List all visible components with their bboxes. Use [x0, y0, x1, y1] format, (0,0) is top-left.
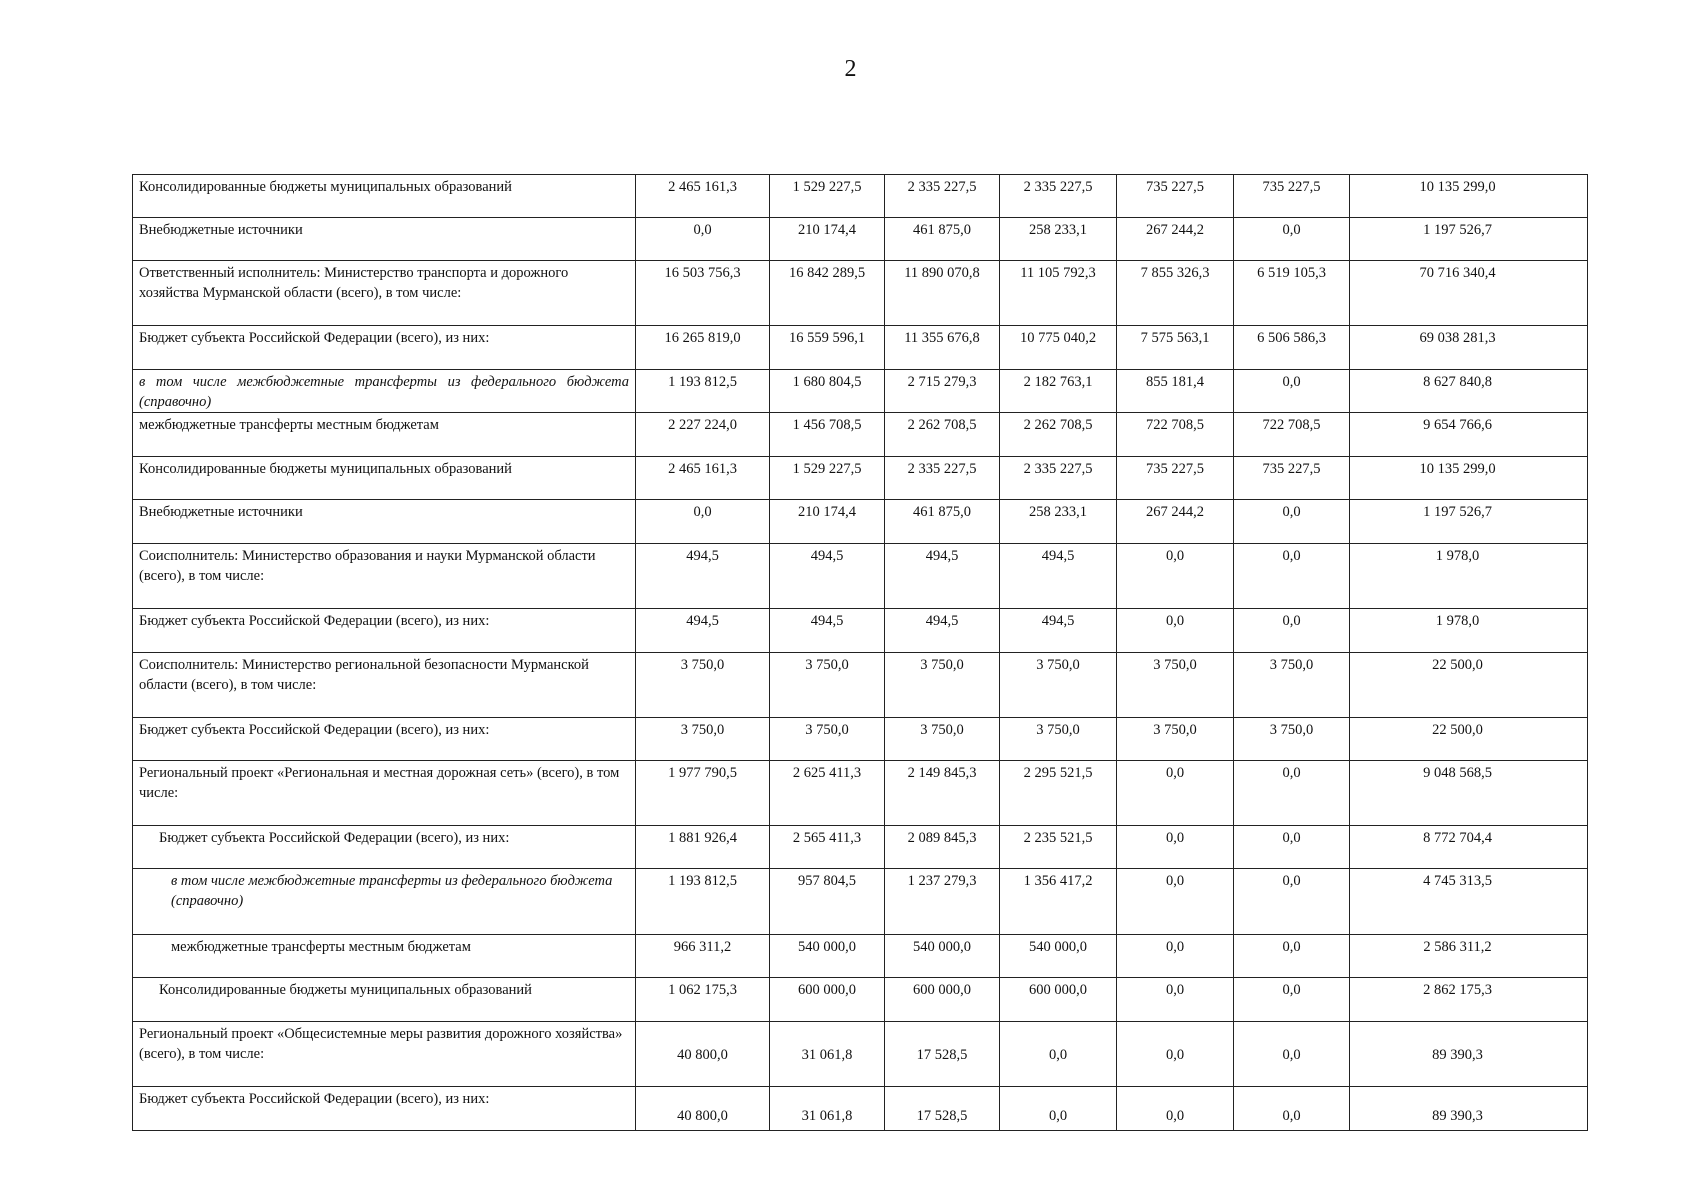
row-value-cell: 1 977 790,5: [636, 761, 770, 826]
row-value-cell: 0,0: [1117, 761, 1234, 826]
row-value-cell: 2 182 763,1: [1000, 370, 1117, 413]
row-value-cell: 735 227,5: [1117, 175, 1234, 218]
row-value-cell: 0,0: [1234, 1087, 1350, 1131]
row-value-cell: 3 750,0: [1000, 718, 1117, 761]
row-value-cell: 600 000,0: [770, 978, 885, 1022]
row-value-cell: 735 227,5: [1117, 457, 1234, 500]
row-value-cell: 3 750,0: [885, 718, 1000, 761]
row-value-cell: 2 262 708,5: [885, 413, 1000, 457]
row-value-cell: 2 235 521,5: [1000, 826, 1117, 869]
row-value-cell: 2 335 227,5: [1000, 457, 1117, 500]
row-value-cell: 258 233,1: [1000, 500, 1117, 544]
table-row: [133, 175, 1588, 218]
row-value-cell: 1 881 926,4: [636, 826, 770, 869]
row-label: Региональный проект «Региональная и местная дорожная сеть» (всего), в том числе:: [133, 761, 636, 826]
row-label: Ответственный исполнитель: Министерство транспорта и дорожного хозяйства Мурманской области (всего), в том числе:: [133, 261, 636, 326]
table-row: [133, 935, 1588, 978]
table-row: [133, 370, 1588, 413]
row-value-cell: 0,0: [1234, 761, 1350, 826]
row-value-cell: 0,0: [1234, 1022, 1350, 1087]
row-value-cell: 494,5: [636, 544, 770, 609]
row-value-cell: 966 311,2: [636, 935, 770, 978]
row-value-cell: 17 528,5: [885, 1087, 1000, 1131]
table-row: [133, 457, 1588, 500]
row-label: Бюджет субъекта Российской Федерации (всего), из них:: [133, 609, 636, 653]
row-total-cell: 89 390,3: [1350, 1022, 1588, 1087]
row-value-cell: 2 625 411,3: [770, 761, 885, 826]
row-value-cell: 31 061,8: [770, 1087, 885, 1131]
table-row: [133, 218, 1588, 261]
row-total-cell: 22 500,0: [1350, 653, 1588, 718]
row-label: Региональный проект «Общесистемные меры развития дорожного хозяйства» (всего), в том числе:: [133, 1022, 636, 1087]
row-value-cell: 0,0: [1234, 609, 1350, 653]
table-row: [133, 609, 1588, 653]
row-value-cell: 17 528,5: [885, 1022, 1000, 1087]
row-value-cell: 722 708,5: [1234, 413, 1350, 457]
row-value-cell: 0,0: [1117, 935, 1234, 978]
table-row: [133, 1087, 1588, 1131]
row-total-cell: 9 048 568,5: [1350, 761, 1588, 826]
table-row: [133, 544, 1588, 609]
row-label: Бюджет субъекта Российской Федерации (всего), из них:: [133, 826, 636, 869]
row-value-cell: 1 193 812,5: [636, 370, 770, 413]
row-value-cell: 267 244,2: [1117, 500, 1234, 544]
row-value-cell: 3 750,0: [1234, 653, 1350, 718]
row-total-cell: 10 135 299,0: [1350, 175, 1588, 218]
row-value-cell: 0,0: [1234, 869, 1350, 935]
row-total-cell: 8 772 704,4: [1350, 826, 1588, 869]
row-value-cell: 40 800,0: [636, 1022, 770, 1087]
row-value-cell: 0,0: [1117, 978, 1234, 1022]
table-row: [133, 718, 1588, 761]
row-value-cell: 16 559 596,1: [770, 326, 885, 370]
row-value-cell: 1 356 417,2: [1000, 869, 1117, 935]
row-value-cell: 0,0: [1234, 370, 1350, 413]
row-label: Соисполнитель: Министерство региональной безопасности Мурманской области (всего), в том числе:: [133, 653, 636, 718]
row-label: Бюджет субъекта Российской Федерации (всего), из них:: [133, 718, 636, 761]
row-total-cell: 70 716 340,4: [1350, 261, 1588, 326]
row-value-cell: 0,0: [1117, 1087, 1234, 1131]
row-value-cell: 267 244,2: [1117, 218, 1234, 261]
row-value-cell: 0,0: [1117, 609, 1234, 653]
row-total-cell: 4 745 313,5: [1350, 869, 1588, 935]
row-value-cell: 494,5: [885, 609, 1000, 653]
row-total-cell: 1 978,0: [1350, 609, 1588, 653]
row-value-cell: 1 529 227,5: [770, 457, 885, 500]
row-label: в том числе межбюджетные трансферты из федерального бюджета (справочно): [133, 370, 636, 413]
row-value-cell: 2 149 845,3: [885, 761, 1000, 826]
table-row: [133, 1022, 1588, 1087]
row-value-cell: 0,0: [1000, 1022, 1117, 1087]
row-value-cell: 3 750,0: [1117, 653, 1234, 718]
row-value-cell: 16 265 819,0: [636, 326, 770, 370]
row-value-cell: 1 237 279,3: [885, 869, 1000, 935]
row-value-cell: 3 750,0: [636, 718, 770, 761]
row-value-cell: 0,0: [1234, 500, 1350, 544]
row-label: межбюджетные трансферты местным бюджетам: [133, 935, 636, 978]
row-total-cell: 9 654 766,6: [1350, 413, 1588, 457]
row-value-cell: 31 061,8: [770, 1022, 885, 1087]
row-value-cell: 1 193 812,5: [636, 869, 770, 935]
row-label: в том числе межбюджетные трансферты из федерального бюджета (справочно): [133, 869, 636, 935]
row-value-cell: 0,0: [1117, 1022, 1234, 1087]
row-value-cell: 2 335 227,5: [885, 175, 1000, 218]
row-value-cell: 16 842 289,5: [770, 261, 885, 326]
row-value-cell: 3 750,0: [770, 718, 885, 761]
row-value-cell: 3 750,0: [885, 653, 1000, 718]
row-value-cell: 957 804,5: [770, 869, 885, 935]
row-value-cell: 0,0: [1234, 935, 1350, 978]
row-total-cell: 2 586 311,2: [1350, 935, 1588, 978]
row-value-cell: 2 089 845,3: [885, 826, 1000, 869]
row-value-cell: 494,5: [1000, 609, 1117, 653]
row-label: Внебюджетные источники: [133, 500, 636, 544]
row-total-cell: 1 197 526,7: [1350, 218, 1588, 261]
row-value-cell: 600 000,0: [1000, 978, 1117, 1022]
row-value-cell: 40 800,0: [636, 1087, 770, 1131]
row-value-cell: 0,0: [1000, 1087, 1117, 1131]
row-value-cell: 494,5: [770, 544, 885, 609]
row-value-cell: 1 456 708,5: [770, 413, 885, 457]
table-row: [133, 653, 1588, 718]
row-value-cell: 3 750,0: [1000, 653, 1117, 718]
row-value-cell: 2 565 411,3: [770, 826, 885, 869]
row-total-cell: 2 862 175,3: [1350, 978, 1588, 1022]
row-value-cell: 2 465 161,3: [636, 175, 770, 218]
row-value-cell: 11 105 792,3: [1000, 261, 1117, 326]
row-value-cell: 7 855 326,3: [1117, 261, 1234, 326]
budget-table: [132, 174, 1588, 1131]
table-row: [133, 261, 1588, 326]
row-label: межбюджетные трансферты местным бюджетам: [133, 413, 636, 457]
row-value-cell: 7 575 563,1: [1117, 326, 1234, 370]
table-row: [133, 326, 1588, 370]
row-total-cell: 1 197 526,7: [1350, 500, 1588, 544]
row-value-cell: 2 715 279,3: [885, 370, 1000, 413]
row-label: Консолидированные бюджеты муниципальных образований: [133, 175, 636, 218]
row-label: Соисполнитель: Министерство образования и науки Мурманской области (всего), в том числе:: [133, 544, 636, 609]
row-label: Бюджет субъекта Российской Федерации (всего), из них:: [133, 1087, 636, 1131]
row-value-cell: 3 750,0: [1234, 718, 1350, 761]
row-value-cell: 2 227 224,0: [636, 413, 770, 457]
table-row: [133, 978, 1588, 1022]
row-value-cell: 16 503 756,3: [636, 261, 770, 326]
row-value-cell: 722 708,5: [1117, 413, 1234, 457]
page-number: 2: [844, 56, 857, 82]
table-row: [133, 413, 1588, 457]
row-value-cell: 461 875,0: [885, 500, 1000, 544]
row-value-cell: 540 000,0: [885, 935, 1000, 978]
row-value-cell: 461 875,0: [885, 218, 1000, 261]
row-value-cell: 258 233,1: [1000, 218, 1117, 261]
row-value-cell: 494,5: [1000, 544, 1117, 609]
row-value-cell: 494,5: [885, 544, 1000, 609]
row-label: Бюджет субъекта Российской Федерации (всего), из них:: [133, 326, 636, 370]
row-total-cell: 89 390,3: [1350, 1087, 1588, 1131]
row-value-cell: 3 750,0: [1117, 718, 1234, 761]
row-value-cell: 2 465 161,3: [636, 457, 770, 500]
row-value-cell: 0,0: [636, 218, 770, 261]
row-value-cell: 2 262 708,5: [1000, 413, 1117, 457]
row-value-cell: 735 227,5: [1234, 457, 1350, 500]
row-value-cell: 0,0: [636, 500, 770, 544]
row-value-cell: 11 890 070,8: [885, 261, 1000, 326]
row-value-cell: 0,0: [1117, 544, 1234, 609]
row-value-cell: 540 000,0: [1000, 935, 1117, 978]
row-value-cell: 0,0: [1234, 218, 1350, 261]
row-label: Консолидированные бюджеты муниципальных образований: [133, 978, 636, 1022]
row-value-cell: 11 355 676,8: [885, 326, 1000, 370]
row-total-cell: 10 135 299,0: [1350, 457, 1588, 500]
row-total-cell: 22 500,0: [1350, 718, 1588, 761]
row-value-cell: 1 062 175,3: [636, 978, 770, 1022]
table-row: [133, 826, 1588, 869]
row-value-cell: 2 335 227,5: [885, 457, 1000, 500]
row-total-cell: 1 978,0: [1350, 544, 1588, 609]
row-value-cell: 735 227,5: [1234, 175, 1350, 218]
table-row: [133, 500, 1588, 544]
row-value-cell: 3 750,0: [636, 653, 770, 718]
row-label: Консолидированные бюджеты муниципальных образований: [133, 457, 636, 500]
row-value-cell: 0,0: [1117, 869, 1234, 935]
row-label: Внебюджетные источники: [133, 218, 636, 261]
row-value-cell: 1 529 227,5: [770, 175, 885, 218]
row-value-cell: 3 750,0: [770, 653, 885, 718]
row-value-cell: 0,0: [1234, 544, 1350, 609]
table-row: [133, 761, 1588, 826]
row-total-cell: 8 627 840,8: [1350, 370, 1588, 413]
row-value-cell: 210 174,4: [770, 218, 885, 261]
row-value-cell: 855 181,4: [1117, 370, 1234, 413]
row-value-cell: 0,0: [1234, 978, 1350, 1022]
row-value-cell: 0,0: [1234, 826, 1350, 869]
row-total-cell: 69 038 281,3: [1350, 326, 1588, 370]
row-value-cell: 494,5: [636, 609, 770, 653]
table-row: [133, 869, 1588, 935]
row-value-cell: 494,5: [770, 609, 885, 653]
row-value-cell: 10 775 040,2: [1000, 326, 1117, 370]
row-value-cell: 600 000,0: [885, 978, 1000, 1022]
row-value-cell: 2 335 227,5: [1000, 175, 1117, 218]
row-value-cell: 210 174,4: [770, 500, 885, 544]
row-value-cell: 1 680 804,5: [770, 370, 885, 413]
row-value-cell: 2 295 521,5: [1000, 761, 1117, 826]
row-value-cell: 6 519 105,3: [1234, 261, 1350, 326]
row-value-cell: 6 506 586,3: [1234, 326, 1350, 370]
row-value-cell: 0,0: [1117, 826, 1234, 869]
row-value-cell: 540 000,0: [770, 935, 885, 978]
